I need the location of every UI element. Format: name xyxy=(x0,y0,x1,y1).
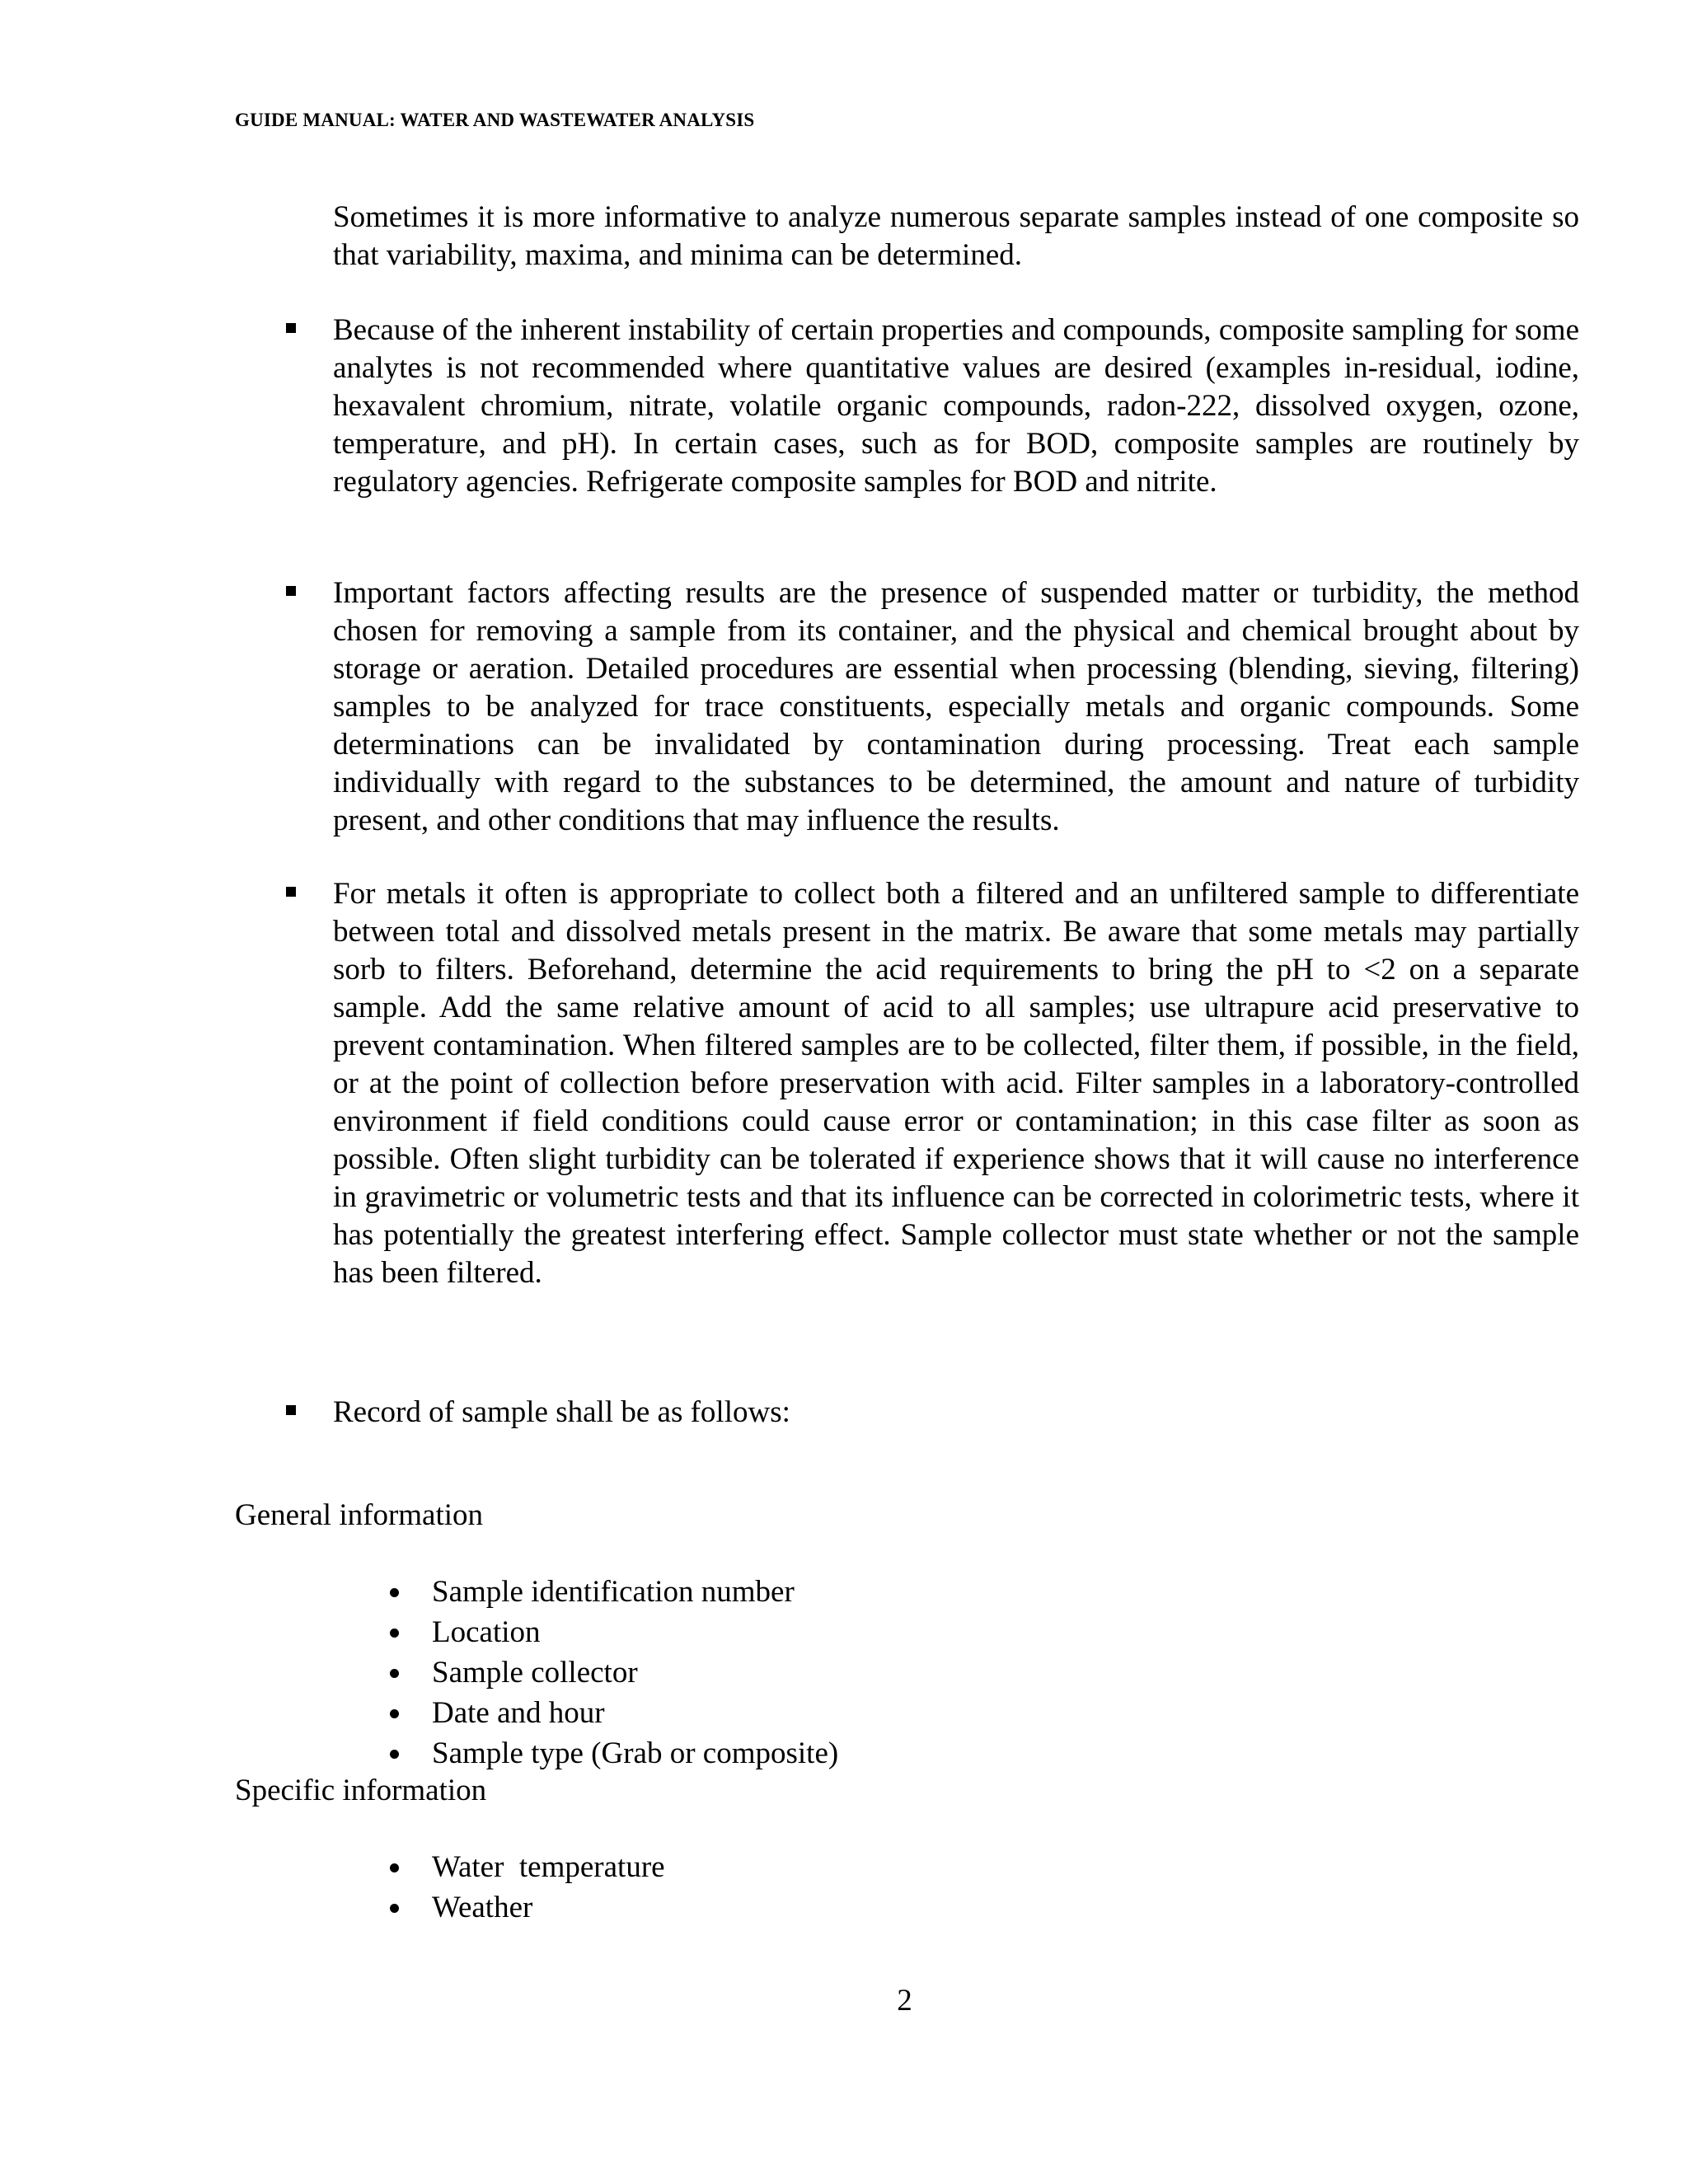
bullet-dot-icon xyxy=(390,1709,399,1718)
general-information-list xyxy=(385,1572,838,1774)
list-item xyxy=(385,1693,838,1733)
bullet-dot-icon xyxy=(390,1588,399,1597)
bullet-paragraph-record-of-sample: Record of sample shall be as follows: xyxy=(333,1395,790,1429)
list-item-text: Sample collector xyxy=(432,1656,638,1690)
bullet-paragraph-metals: For metals it often is appropriate to collect both a filtered and an unfiltered sample to differentiate between total and dissolved metals present in the matrix. Be aware that some metals may partially sorb to filters. Beforehand, determine the acid requirements to bring the pH to <2 on a separate sample. Add the same relative amount of acid to all samples; use ultrapure acid preservative to prevent contamination. When filtered samples are to be collected, filter them, if possible, in the field, or at the point of collection before preservation with acid. Filter samples in a laboratory-controlled environment if field conditions could cause error or contamination; in this case filter as soon as possible. Often slight turbidity can be tolerated if experience shows that it will cause no interference in gravimetric or volumetric tests and that its influence can be corrected in colorimetric tests, where it has potentially the greatest interfering effect. Sample collector must state whether or not the sample has been filtered. xyxy=(333,877,1579,1290)
square-bullet-icon xyxy=(286,586,296,596)
bullet-paragraph-composite-sampling: Because of the inherent instability of certain properties and compounds, composite sampling for some analytes is not recommended where quantitative values are desired (examples in-residual, iodine, hexavalent chromium, nitrate, volatile organic compounds, radon-222, dissolved oxygen, ozone, temperature, and pH). In certain cases, such as for BOD, composite samples are routinely by regulatory agencies. Refrigerate composite samples for BOD and nitrite. xyxy=(333,313,1579,499)
list-item-text: Water temperature xyxy=(432,1850,665,1884)
square-bullet-icon xyxy=(286,323,296,333)
running-header: GUIDE MANUAL: WATER AND WASTEWATER ANALYSIS xyxy=(235,110,755,130)
list-item-text: Sample type (Grab or composite) xyxy=(432,1736,839,1770)
bullet-dot-icon xyxy=(390,1904,399,1913)
bullet-paragraph-important-factors: Important factors affecting results are the presence of suspended matter or turbidity, the method chosen for removing a sample from its container, and the physical and chemical brought about by storage or aeration. Detailed procedures are essential when processing (blending, sieving, filtering) samples to be analyzed for trace constituents, especially metals and organic compounds. Some determinations can be invalidated by contamination during processing. Treat each sample individually with regard to the substances to be determined, the amount and nature of turbidity present, and other conditions that may influence the results. xyxy=(333,576,1579,837)
bullet-dot-icon xyxy=(390,1750,399,1759)
list-item xyxy=(385,1847,665,1887)
list-item xyxy=(385,1733,838,1774)
intro-paragraph: Sometimes it is more informative to analyze numerous separate samples instead of one composite so that variability, maxima, and minima can be determined. xyxy=(333,200,1579,272)
specific-information-heading: Specific information xyxy=(235,1774,487,1807)
specific-information-list xyxy=(385,1847,665,1928)
list-item-text: Sample identification number xyxy=(432,1575,795,1609)
page-number: 2 xyxy=(897,1984,912,2018)
list-item xyxy=(385,1887,665,1928)
square-bullet-icon xyxy=(286,1405,296,1415)
bullet-dot-icon xyxy=(390,1629,399,1638)
list-item xyxy=(385,1572,838,1612)
list-item-text: Location xyxy=(432,1615,541,1649)
bullet-dot-icon xyxy=(390,1863,399,1872)
bullet-dot-icon xyxy=(390,1669,399,1678)
general-information-heading: General information xyxy=(235,1498,484,1532)
list-item xyxy=(385,1652,838,1693)
list-item-text: Date and hour xyxy=(432,1696,605,1730)
square-bullet-icon xyxy=(286,887,296,897)
list-item xyxy=(385,1612,838,1652)
list-item-text: Weather xyxy=(432,1891,533,1924)
